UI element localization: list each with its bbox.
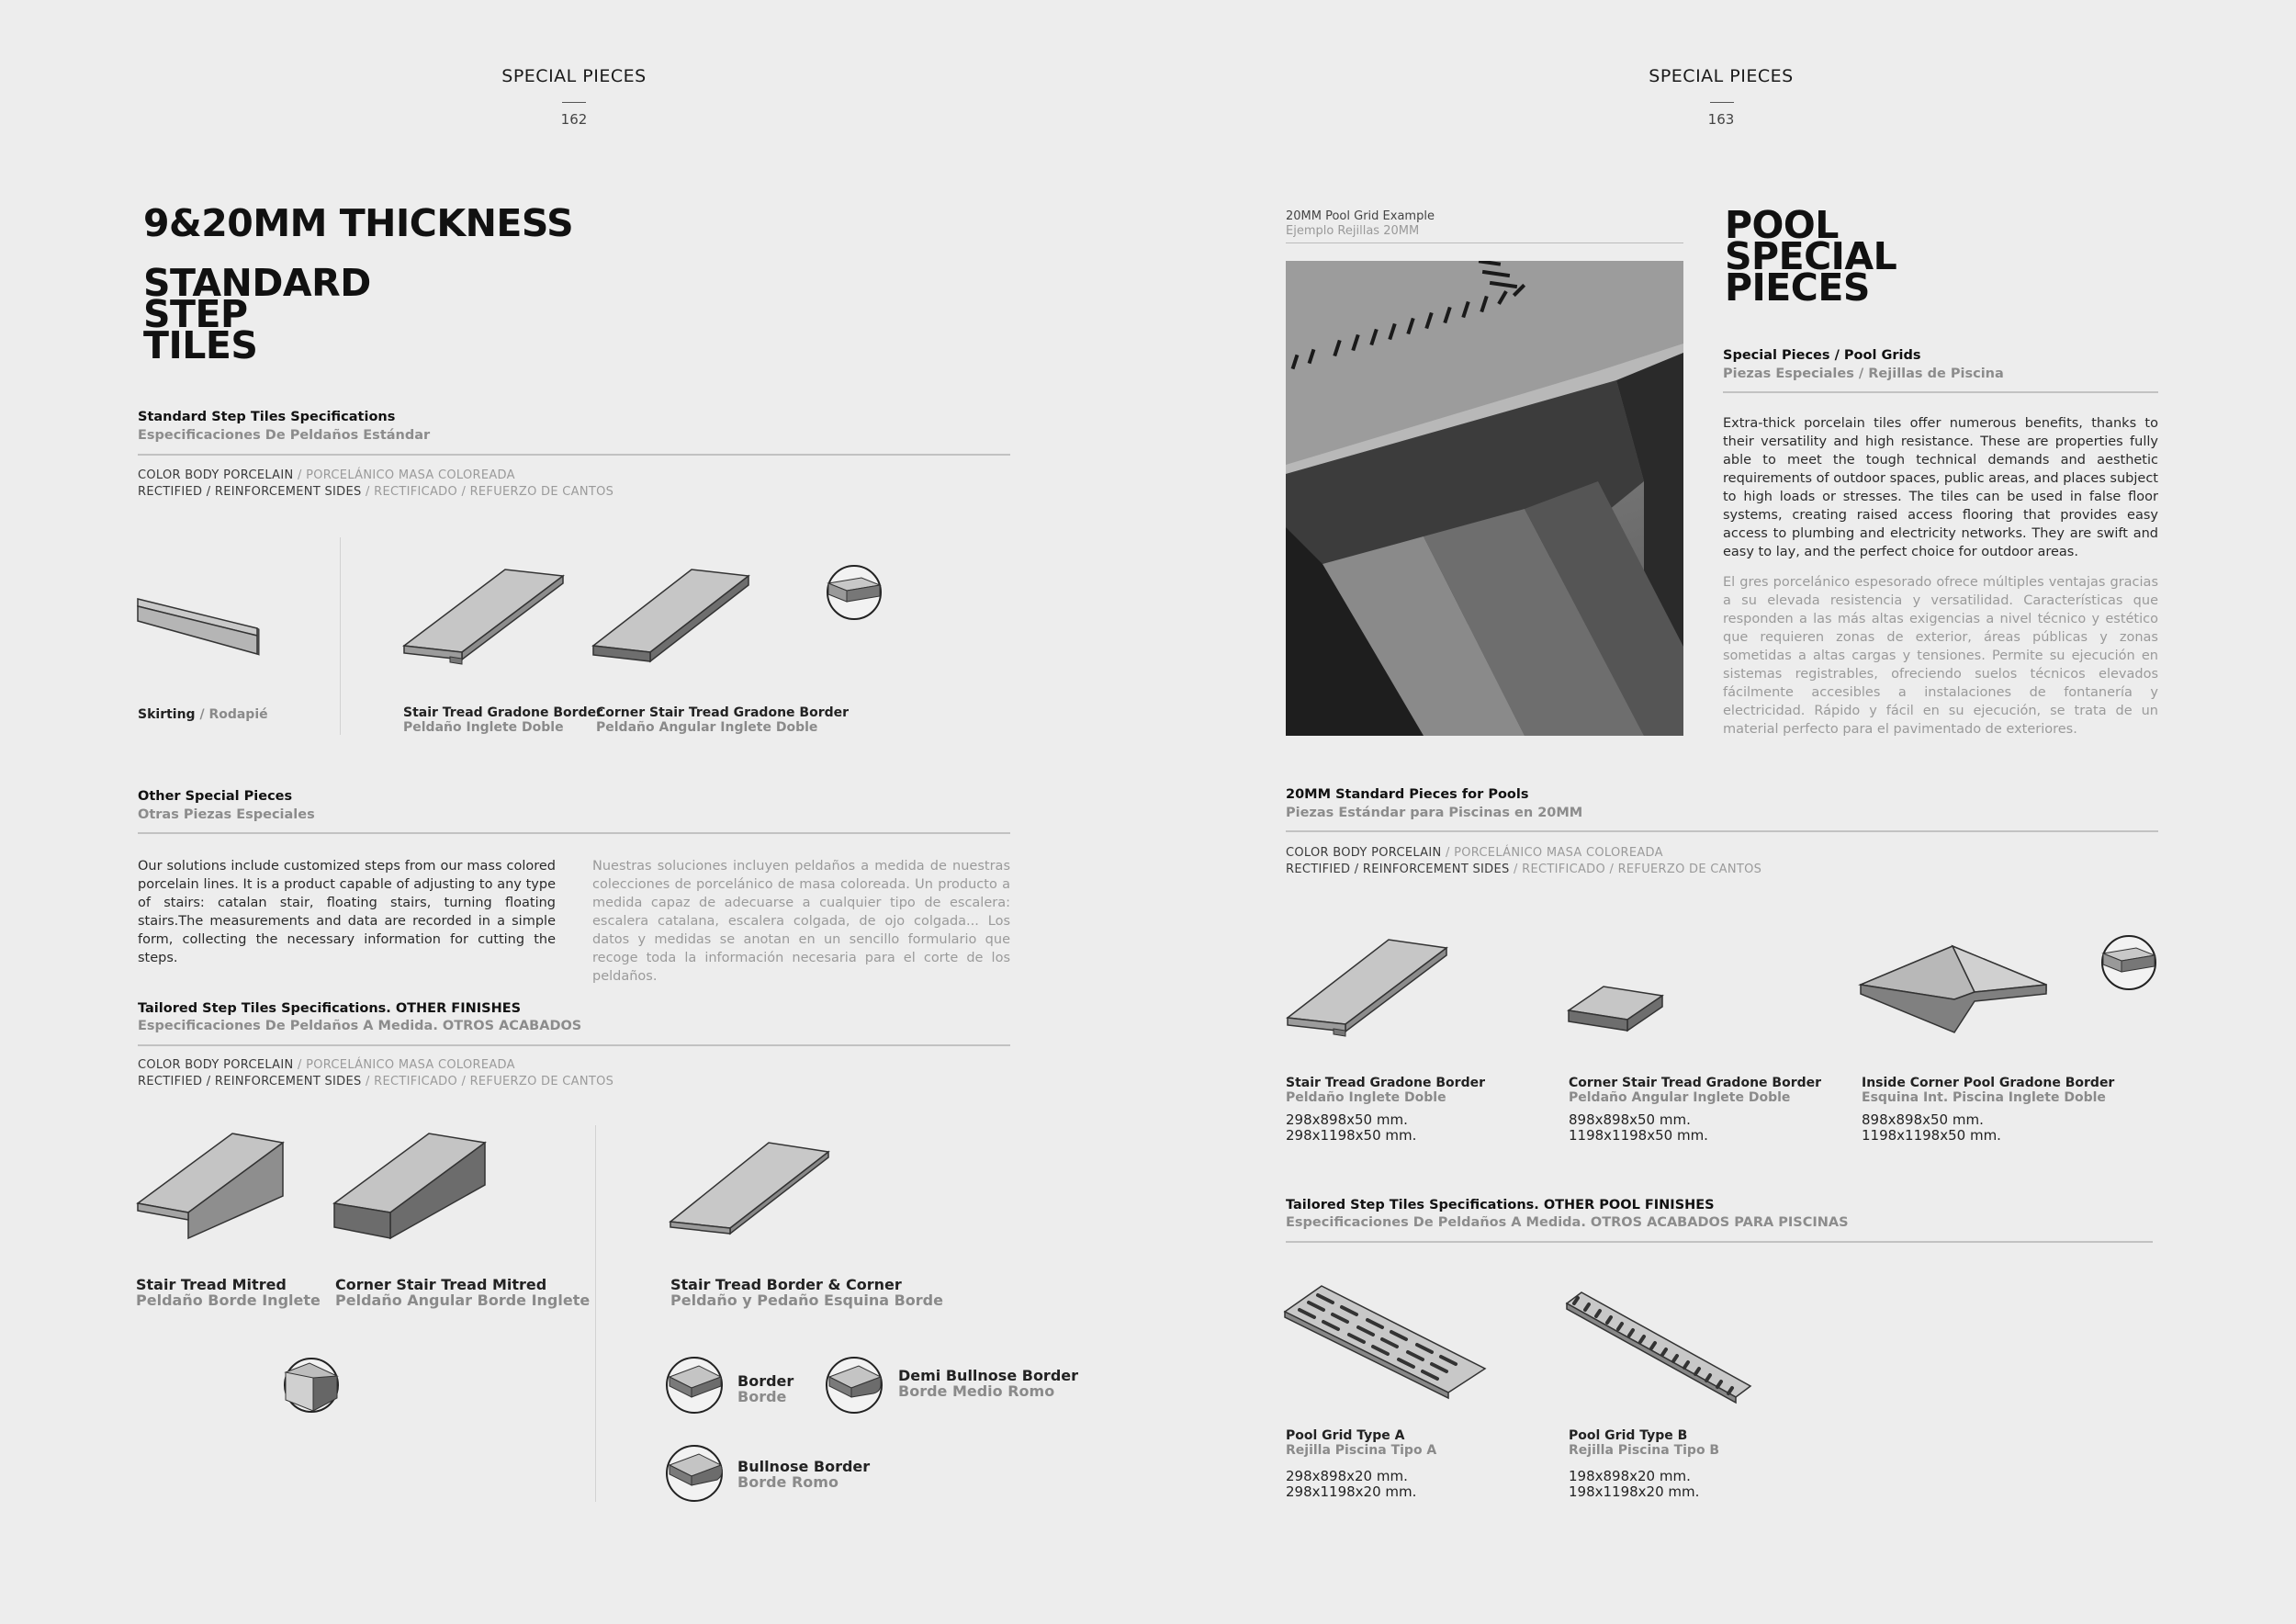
caption-es: Borde Medio Romo (898, 1382, 1055, 1400)
caption-es: Esquina Int. Piscina Inglete Doble (1862, 1090, 2106, 1105)
stair-tread-drawing (400, 565, 565, 666)
standard-step-tiles-title (143, 261, 371, 367)
title-line: STEP (143, 292, 248, 336)
mitred-edge-detail-icon (282, 1356, 341, 1415)
spec-line-es: / RECTIFICADO / REFUERZO DE CANTOS (1509, 863, 1762, 876)
photo-caption-en: 20MM Pool Grid Example (1286, 209, 1435, 223)
spec-line: COLOR BODY PORCELAIN (1286, 846, 1442, 860)
section-rule (1286, 242, 1683, 243)
caption-es: Peldaño y Pedaño Esquina Borde (670, 1291, 943, 1309)
pool-pieces-heading-es: Piezas Estándar para Piscinas en 20MM (1286, 806, 1583, 820)
skirting-caption (138, 707, 268, 722)
section-rule (138, 1044, 1010, 1046)
caption-en: Pool Grid Type A (1286, 1428, 1405, 1443)
left-page-number: 162 (560, 111, 588, 128)
spec-line: RECTIFIED / REINFORCEMENT SIDES (138, 1075, 362, 1088)
dimensions: 898x898x50 mm. 1198x1198x50 mm. (1569, 1111, 1708, 1144)
border-profile-icon (664, 1355, 725, 1415)
material-spec (138, 1057, 613, 1090)
caption-en: Corner Stair Tread Mitred (335, 1276, 547, 1293)
caption-es: Rejilla Piscina Tipo A (1286, 1443, 1437, 1458)
pool-grid-type-b-drawing (1565, 1291, 1758, 1401)
section-rule (138, 832, 1010, 834)
demi-bullnose-profile-icon (824, 1355, 884, 1415)
right-page-header: SPECIAL PIECES (1649, 66, 1794, 86)
stair-tread-border-corner-caption (670, 1277, 943, 1308)
photo-caption-es: Ejemplo Rejillas 20MM (1286, 224, 1420, 238)
caption-en: Stair Tread Mitred (136, 1276, 287, 1293)
caption-es: Peldaño Angular Inglete Doble (1569, 1090, 1791, 1105)
tailored-specs-heading-es: Especificaciones De Peldaños A Medida. OTROS ACABADOS (138, 1019, 582, 1033)
title-line: PIECES (1725, 265, 1870, 310)
header-divider (562, 102, 586, 103)
tailored-pool-heading-es: Especificaciones De Peldaños A Medida. OTROS ACABADOS PARA PISCINAS (1286, 1215, 1849, 1230)
pool-grids-heading-es: Piezas Especiales / Rejillas de Piscina (1723, 367, 2004, 381)
edge-detail-icon (825, 563, 884, 622)
pool-inside-corner-caption (1862, 1076, 2114, 1144)
caption-es: Peldaño Angular Borde Inglete (335, 1291, 591, 1309)
material-spec (1286, 845, 1761, 878)
corner-stair-tread-caption (596, 705, 849, 735)
dimensions: 298x898x20 mm. 298x1198x20 mm. (1286, 1468, 1417, 1500)
skirting-drawing (136, 595, 261, 658)
spec-line-es: / RECTIFICADO / REFUERZO DE CANTOS (361, 485, 614, 499)
section-rule (1286, 830, 2158, 832)
pool-inside-corner-drawing (1859, 942, 2052, 1036)
material-spec (138, 468, 613, 501)
spec-line-es: / PORCELÁNICO MASA COLOREADA (293, 1058, 515, 1072)
spec-line: COLOR BODY PORCELAIN (138, 1058, 294, 1072)
caption-en: Pool Grid Type B (1569, 1428, 1688, 1443)
section-rule (1723, 391, 2158, 393)
pool-edge-detail-icon (2099, 933, 2158, 992)
pool-grid-type-b-caption (1569, 1428, 1719, 1500)
section-rule (138, 454, 1010, 456)
stair-tread-mitred-caption (136, 1277, 321, 1308)
other-pieces-heading: Other Special Pieces (138, 789, 293, 804)
caption-es: Peldaño Angular Inglete Doble (596, 720, 818, 735)
spec-line: RECTIFIED / REINFORCEMENT SIDES (138, 485, 362, 499)
standard-specs-heading-es: Especificaciones De Peldaños Estándar (138, 428, 431, 443)
caption-en: Stair Tread Gradone Border (403, 705, 602, 720)
spec-line: COLOR BODY PORCELAIN (138, 468, 294, 482)
caption-en: Inside Corner Pool Gradone Border (1862, 1076, 2115, 1090)
caption-en: Corner Stair Tread Gradone Border (1569, 1076, 1822, 1090)
bullnose-profile-icon (664, 1443, 725, 1504)
caption-es: Peldaño Inglete Doble (403, 720, 564, 735)
caption-en: Stair Tread Gradone Border (1286, 1076, 1485, 1090)
pool-text-en: Extra-thick porcelain tiles offer numerous benefits, thanks to their versatility and high resistance. These are properties fully able to meet the tough technical demands and aesthetic requirements of outdoor spaces, public areas, and places subject to high loads or stresses. The tiles can be used in false floor systems, creating raised access flooring that provides easy access to plumbing and electricity networks. They are swift and easy to lay, and the perfect choice for outdoor areas. (1723, 416, 2158, 559)
corner-stair-tread-drawing (591, 565, 751, 666)
spec-line-es: / PORCELÁNICO MASA COLOREADA (293, 468, 515, 482)
caption-en: Demi Bullnose Border (898, 1367, 1079, 1384)
spec-line: RECTIFIED / REINFORCEMENT SIDES (1286, 863, 1510, 876)
corner-stair-tread-mitred-caption (335, 1277, 590, 1308)
caption-es: / Rodapié (195, 707, 268, 722)
title-line: STANDARD (143, 261, 371, 305)
caption-en: Border (737, 1372, 794, 1390)
right-page-number: 163 (1707, 111, 1735, 128)
stair-tread-border-corner-drawing (668, 1141, 831, 1235)
caption-en: Stair Tread Border & Corner (670, 1276, 902, 1293)
pool-corner-stair-tread-drawing (1567, 983, 1666, 1042)
pool-grids-heading: Special Pieces / Pool Grids (1723, 348, 1921, 363)
other-pieces-text-es: Nuestras soluciones incluyen peldaños a medida de nuestras colecciones de porcelánico de masa coloreada. Un producto a medida capaz de adecuarse a cualquier tipo de escalera: escalera catalana, escalera colgada, de ojo colgada... Los datos y medidas se anotan en un sencillo formulario que recoge toda la información necesaria para el corte de los peldaños. (592, 859, 1010, 984)
caption-es: Peldaño Borde Inglete (136, 1291, 321, 1309)
standard-specs-heading: Standard Step Tiles Specifications (138, 410, 396, 424)
spec-line-es: / PORCELÁNICO MASA COLOREADA (1441, 846, 1663, 860)
spec-line-es: / RECTIFICADO / REFUERZO DE CANTOS (361, 1075, 614, 1088)
thickness-title: 9&20MM THICKNESS (143, 201, 574, 245)
tailored-pool-heading: Tailored Step Tiles Specifications. OTHER POOL FINISHES (1286, 1198, 1715, 1212)
caption-en: Bullnose Border (737, 1458, 871, 1475)
other-pieces-text-en: Our solutions include customized steps from our mass colored porcelain lines. It is a product capable of adjusting to any type of stairs: catalan stair, floating stairs, turning floating stairs.The measurements and data are recorded in a simple form, collecting the necessary information for cutting the steps. (138, 859, 556, 965)
section-rule (1286, 1241, 2153, 1243)
column-divider (340, 537, 341, 735)
pool-pieces-heading: 20MM Standard Pieces for Pools (1286, 787, 1529, 802)
dimensions: 298x898x50 mm. 298x1198x50 mm. (1286, 1111, 1417, 1144)
tailored-specs-heading: Tailored Step Tiles Specifications. OTHER FINISHES (138, 1001, 522, 1016)
pool-grid-photo (1286, 261, 1683, 736)
left-page-header: SPECIAL PIECES (501, 66, 647, 86)
pool-grid-type-a-caption (1286, 1428, 1436, 1500)
caption-en: Corner Stair Tread Gradone Border (596, 705, 850, 720)
border-caption (737, 1373, 793, 1404)
caption-es: Rejilla Piscina Tipo B (1569, 1443, 1720, 1458)
title-line: POOL (1725, 203, 1839, 247)
pool-corner-stair-tread-caption (1569, 1076, 1821, 1144)
dimensions: 198x898x20 mm. 198x1198x20 mm. (1569, 1468, 1700, 1500)
header-divider (1710, 102, 1734, 103)
stair-tread-mitred-drawing (136, 1132, 287, 1240)
corner-stair-tread-mitred-drawing (332, 1132, 489, 1240)
caption-es: Borde (737, 1388, 787, 1405)
demi-bullnose-caption (898, 1368, 1078, 1399)
stair-tread-caption (403, 705, 602, 735)
pool-grid-type-a-drawing (1283, 1284, 1490, 1394)
caption-en: Skirting (138, 707, 196, 722)
title-line: TILES (143, 323, 258, 367)
column-divider (595, 1125, 596, 1502)
other-pieces-heading-es: Otras Piezas Especiales (138, 807, 315, 822)
caption-es: Peldaño Inglete Doble (1286, 1090, 1446, 1105)
title-line: SPECIAL (1725, 234, 1897, 278)
caption-es: Borde Romo (737, 1473, 838, 1491)
pool-stair-tread-drawing (1283, 937, 1448, 1038)
dimensions: 898x898x50 mm. 1198x1198x50 mm. (1862, 1111, 2001, 1144)
bullnose-caption (737, 1459, 870, 1490)
pool-special-pieces-title (1725, 203, 1897, 310)
pool-stair-tread-caption (1286, 1076, 1485, 1144)
pool-text-es: El gres porcelánico espesorado ofrece múltiples ventajas gracias a su elevada resistencia y versatilidad. Características que responden a las más altas exigencias a nivel técnico y estético que requieren zonas de exterior, áreas públicas y zonas sometidas a altas cargas y tensiones. Permite su ejecución en sistemas registrables, ofreciendo suelos técnicos elevados fácilmente accesibles a instalaciones de fontanería y electricidad. Rápido y fácil en su ejecución, se trata de un material perfecto para el pavimentado de exteriores. (1723, 575, 2158, 737)
